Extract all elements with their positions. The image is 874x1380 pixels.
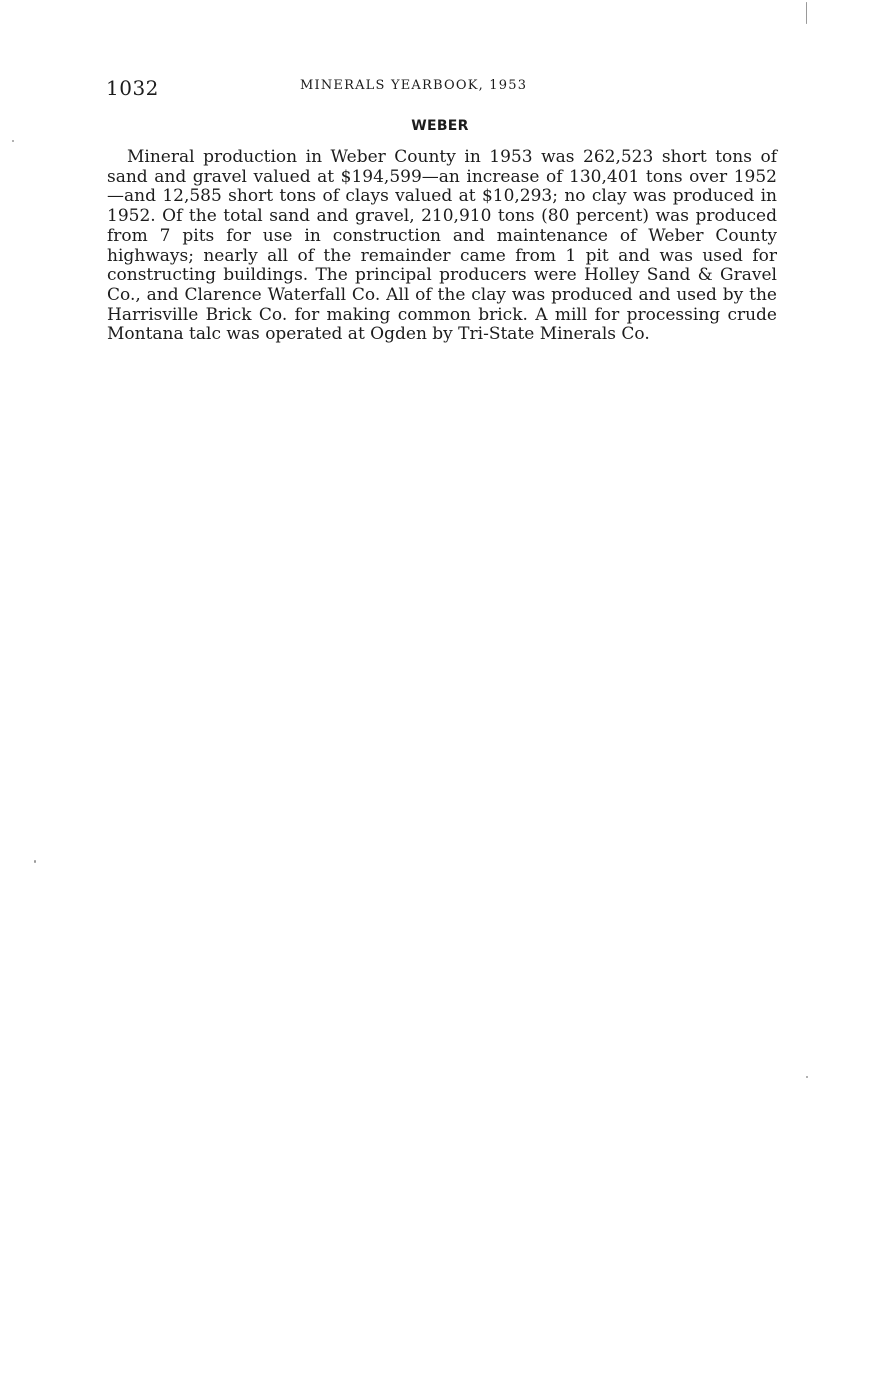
body-paragraph: Mineral production in Weber County in 1953 was 262,523 short tons of sand and gravel valued at $194,599—an increase of 130,401 tons over 1952—and 12,585 short tons of clays valued at $10,293; no clay was produced in 1952. Of the total sand and gravel, 210,910 tons (80 percent) was produced from 7 pits for use in construction and maintenance of Weber County highways; nearly all of the remainder came from 1 pit and was used for constructing buildings. The principal producers were Holley Sand & Gravel Co., and Clarence Waterfall Co. All of the clay was produced and used by the Harrisville Brick Co. for making common brick. A mill for processing crude Montana talc was operated at Ogden by Tri-State Minerals Co. [107,147,777,345]
scan-speck [34,860,36,863]
running-head: MINERALS YEARBOOK, 1953 [300,78,528,93]
scan-speck [806,1076,808,1078]
page-number: 1032 [106,76,159,100]
scan-speck [806,2,807,24]
scan-speck [12,140,14,142]
section-heading: WEBER [411,118,469,134]
